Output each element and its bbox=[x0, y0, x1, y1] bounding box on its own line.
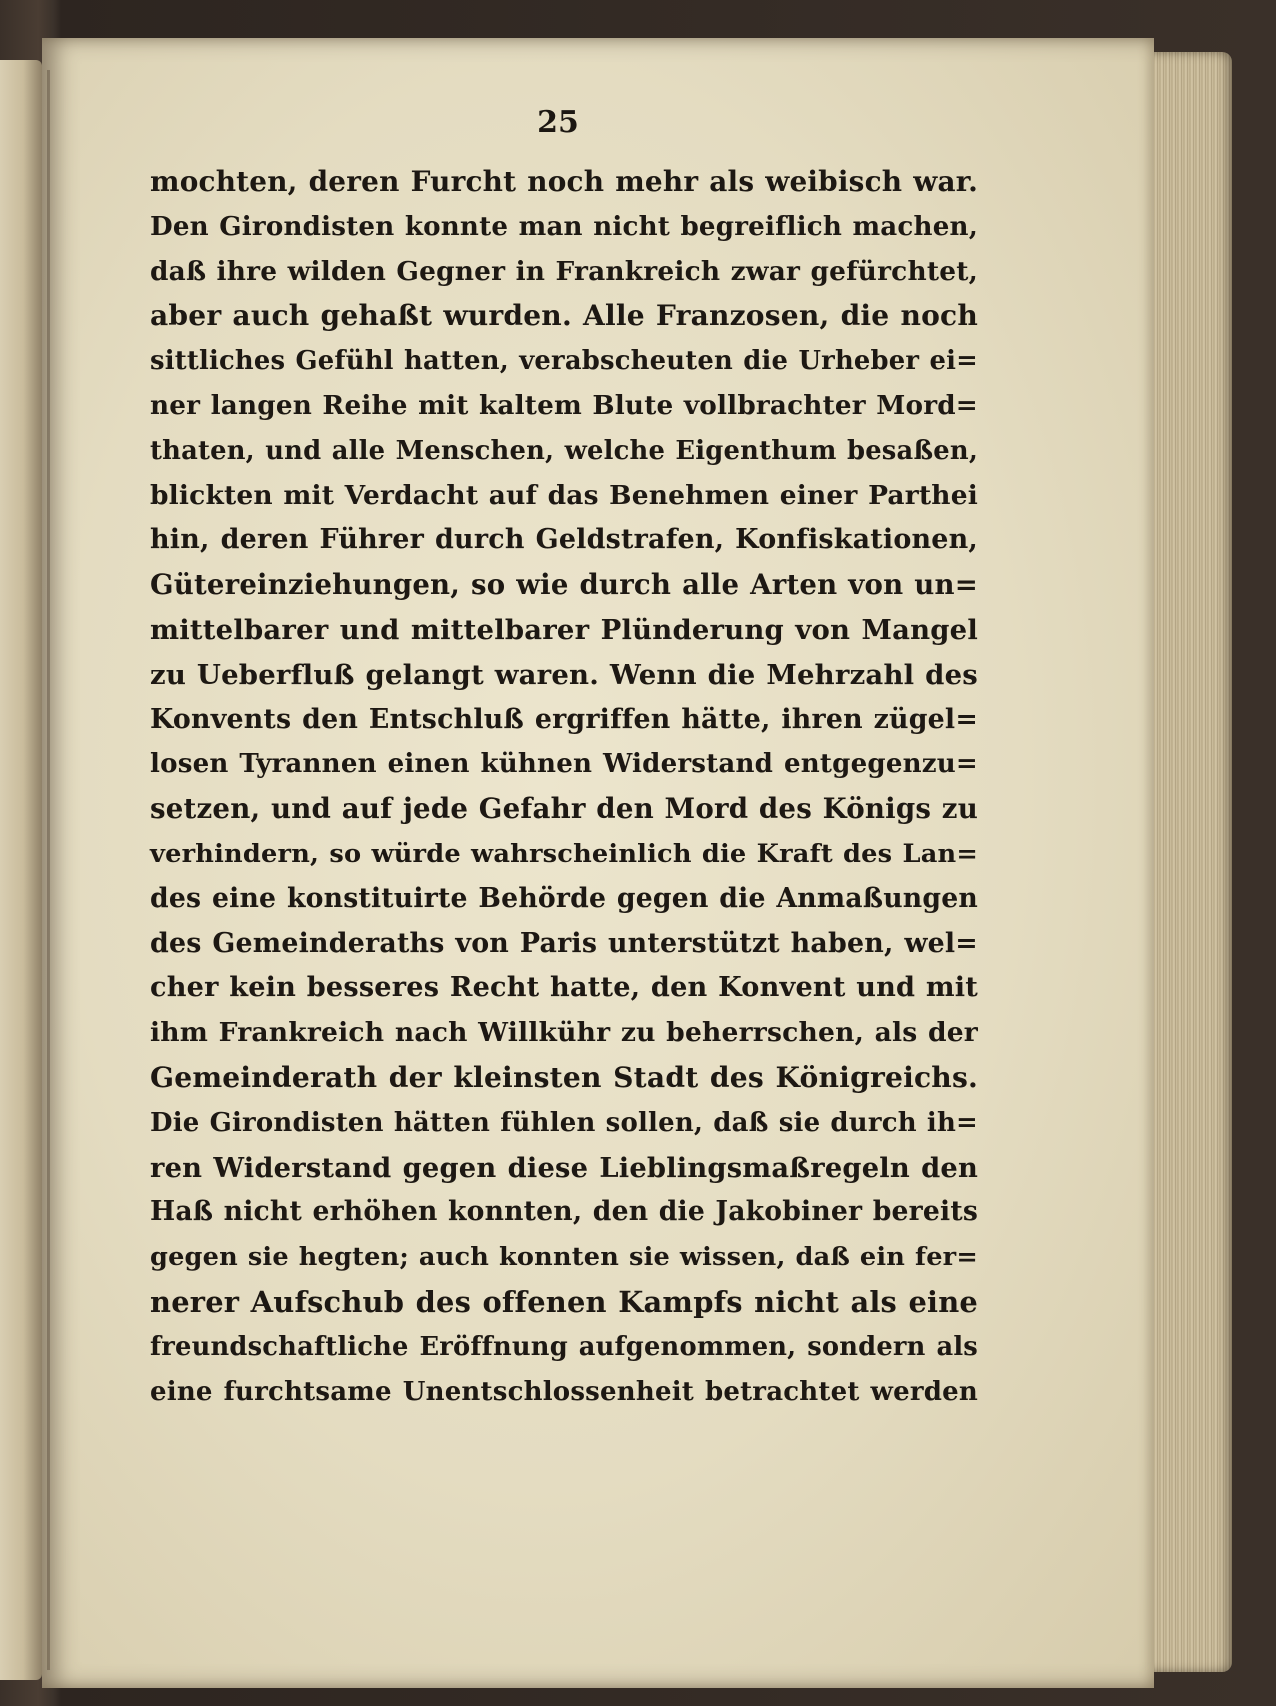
page-number: 25 bbox=[537, 105, 579, 140]
text-line: setzen, und auf jede Gefahr den Mord des Königs zu bbox=[150, 792, 978, 826]
text-line: zu Ueberfluß gelangt waren. Wenn die Mehrzahl des bbox=[150, 658, 978, 691]
text-line: Den Girondisten konnte man nicht begreiflich machen, bbox=[150, 210, 978, 242]
text-line: aber auch gehaßt wurden. Alle Franzosen, die noch bbox=[150, 299, 978, 333]
body-text bbox=[150, 160, 978, 1414]
text-line: Konvents den Entschluß ergriffen hätte, ihren zügel= bbox=[150, 703, 978, 735]
text-line: sittliches Gefühl hatten, verabscheuten die Urheber ei= bbox=[150, 346, 978, 377]
text-line: gegen sie hegten; auch konnten sie wissen, daß ein fer= bbox=[150, 1242, 978, 1273]
text-line: Haß nicht erhöhen konnten, den die Jakobiner bereits bbox=[150, 1196, 978, 1228]
text-line: daß ihre wilden Gegner in Frankreich zwar gefürchtet, bbox=[150, 255, 978, 287]
text-line: blickten mit Verdacht auf das Benehmen einer Parthei bbox=[150, 479, 978, 511]
text-line: thaten, und alle Menschen, welche Eigenthum besaßen, bbox=[150, 435, 978, 466]
text-line: des eine konstituirte Behörde gegen die Anmaßungen bbox=[150, 882, 978, 914]
text-line: cher kein besseres Recht hatte, den Konvent und mit bbox=[150, 972, 978, 1004]
text-line: mochten, deren Furcht noch mehr als weibisch war. bbox=[150, 165, 978, 198]
text-line: des Gemeinderaths von Paris unterstützt haben, wel= bbox=[150, 927, 978, 959]
text-line: Gemeinderath der kleinsten Stadt des Königreichs. bbox=[150, 1060, 978, 1094]
text-line: verhindern, so würde wahrscheinlich die Kraft des Lan= bbox=[150, 838, 978, 869]
text-line: freundschaftliche Eröffnung aufgenommen, sondern als bbox=[150, 1331, 978, 1362]
text-line: Die Girondisten hätten fühlen sollen, daß sie durch ih= bbox=[150, 1107, 978, 1138]
left-page-edge bbox=[0, 60, 42, 1680]
gutter-shadow bbox=[47, 70, 50, 1670]
text-line: nerer Aufschub des offenen Kampfs nicht als eine bbox=[150, 1284, 978, 1319]
text-line: ner langen Reihe mit kaltem Blute vollbrachter Mord= bbox=[150, 389, 978, 421]
text-line: losen Tyrannen einen kühnen Widerstand entgegenzu= bbox=[150, 749, 978, 780]
text-line: mittelbarer und mittelbarer Plünderung von Mangel bbox=[150, 613, 978, 646]
text-line: ren Widerstand gegen diese Lieblingsmaßregeln den bbox=[150, 1151, 978, 1184]
text-line: ihm Frankreich nach Willkühr zu beherrschen, als der bbox=[150, 1017, 978, 1049]
text-line: eine furchtsame Unentschlossenheit betrachtet werden bbox=[150, 1376, 978, 1407]
text-line: Gütereinziehungen, so wie durch alle Arten von un= bbox=[150, 569, 978, 602]
text-line: hin, deren Führer durch Geldstrafen, Konfiskationen, bbox=[150, 524, 978, 556]
